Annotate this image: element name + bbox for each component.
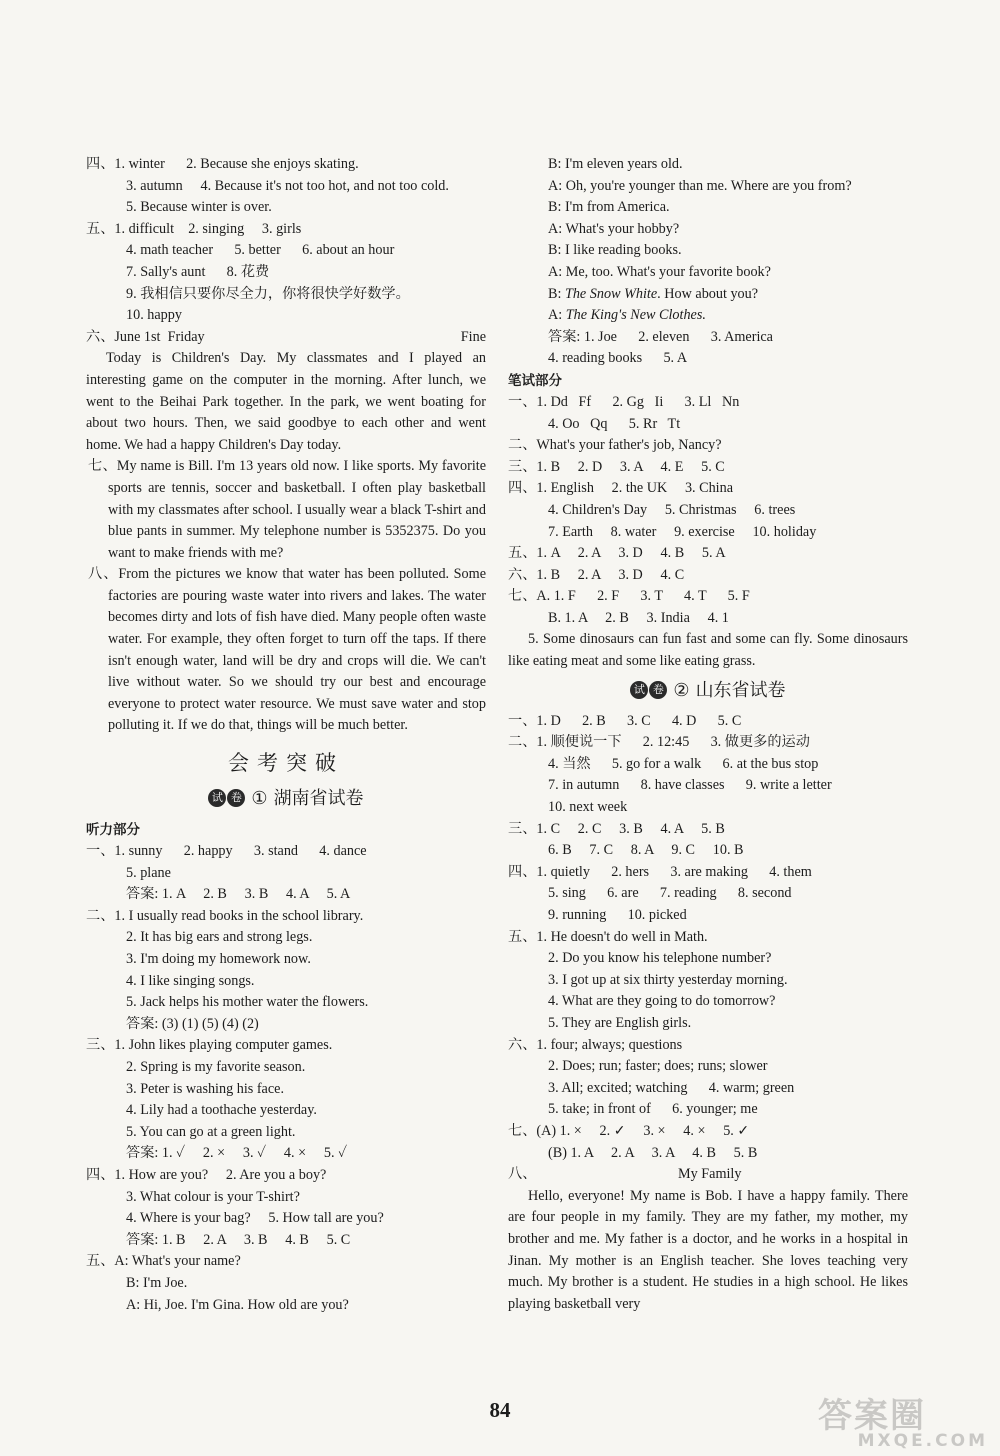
answer-line bbox=[86, 1165, 486, 1187]
line-text: 3. What colour is your T-shirt? bbox=[126, 1188, 300, 1205]
answer-line bbox=[508, 754, 908, 776]
line-text: 八、 bbox=[508, 1166, 537, 1183]
line-text: 3. I got up at six thirty yesterday morning. bbox=[548, 971, 788, 988]
watermark-url: MXQE.COM bbox=[857, 1431, 988, 1451]
answer-line bbox=[86, 992, 486, 1014]
line-text: 2. Does; run; faster; does; runs; slower bbox=[548, 1058, 768, 1075]
answer-line bbox=[508, 176, 908, 198]
answer-line bbox=[86, 197, 486, 219]
answer-line bbox=[508, 284, 908, 306]
answer-line bbox=[508, 500, 908, 522]
line-text: B: I'm from America. bbox=[548, 199, 670, 216]
line-text: 五、1. difficult 2. singing 3. girls bbox=[86, 220, 302, 237]
line-text: 七、(A) 1. × 2. ✓ 3. × 4. × 5. ✓ bbox=[508, 1122, 750, 1139]
line-text: 9. running 10. picked bbox=[548, 907, 687, 923]
answer-line bbox=[508, 478, 908, 500]
answer-line bbox=[86, 1230, 486, 1252]
line-text: 7. Sally's aunt 8. 花费 bbox=[126, 263, 270, 280]
line-text: A: Hi, Joe. I'm Gina. How old are you? bbox=[126, 1296, 349, 1313]
line-text: 4. reading books 5. A bbox=[548, 350, 688, 367]
answer-line bbox=[508, 948, 908, 970]
line-text: 2. Spring is my favorite season. bbox=[126, 1058, 306, 1075]
answer-line bbox=[86, 906, 486, 928]
line-text: 5. sing 6. are 7. reading 8. second bbox=[548, 885, 792, 902]
line-text: 答案: (3) (1) (5) (4) (2) bbox=[126, 1015, 259, 1032]
answer-line bbox=[86, 219, 486, 241]
section-label bbox=[86, 819, 486, 841]
line-text: 八、From the pictures we know that water has been polluted. Some factories are pouring waste water into rivers and lakes. The water becomes dirty and lots of fish have died. Many people often waste water. For example, they often forget to turn off the taps. If there isn't enough water, land will be dry and crops will die. We can't live without water. So we should try our best and encourage everyone to protect water resource. We must save water and stop polluting it. If we do that, things will be much better. bbox=[88, 566, 486, 734]
line-text: 10. next week bbox=[548, 799, 628, 816]
answer-line bbox=[86, 327, 486, 349]
right-column bbox=[508, 154, 908, 1315]
line-text: A: Oh, you're younger than me. Where are you from? bbox=[548, 177, 852, 194]
line-text: 2. It has big ears and strong legs. bbox=[126, 929, 313, 946]
answer-line bbox=[508, 1035, 908, 1057]
exam-title: 湖南省试卷 bbox=[273, 788, 364, 809]
line-text: 5. Some dinosaurs can fun fast and some can fly. Some dinosaurs like eating meat and some like eating grass. bbox=[508, 631, 908, 670]
section-heading bbox=[508, 673, 908, 707]
line-text: 六、1. four; always; questions bbox=[508, 1036, 683, 1053]
answer-line bbox=[508, 732, 908, 754]
answer-line bbox=[508, 262, 908, 284]
line-text: 4. Lily had a toothache yesterday. bbox=[126, 1102, 317, 1119]
line-text: 5. Because winter is over. bbox=[126, 199, 272, 216]
answer-line bbox=[508, 905, 908, 927]
badge-char: 试 bbox=[208, 789, 226, 807]
answer-line bbox=[508, 240, 908, 262]
answer-line bbox=[86, 1014, 486, 1036]
page-number: 84 bbox=[489, 1398, 511, 1422]
line-text: 二、1. 顺便说一下 2. 12:45 3. 做更多的运动 bbox=[508, 734, 810, 751]
answer-line bbox=[508, 775, 908, 797]
answer-line bbox=[86, 1273, 486, 1295]
answer-line bbox=[508, 862, 908, 884]
line-text: 4. I like singing songs. bbox=[126, 972, 255, 989]
left-column bbox=[86, 154, 486, 1316]
line-text: 答案: 1. B 2. A 3. B 4. B 5. C bbox=[126, 1231, 351, 1248]
answer-line bbox=[86, 971, 486, 993]
section-heading bbox=[86, 781, 486, 815]
line-text: B. 1. A 2. B 3. India 4. 1 bbox=[548, 609, 729, 626]
line-text: 4. 当然 5. go for a walk 6. at the bus stop bbox=[548, 755, 819, 772]
answer-line bbox=[508, 219, 908, 241]
answer-line bbox=[86, 1208, 486, 1230]
answer-line bbox=[86, 927, 486, 949]
line-text: 3. Peter is washing his face. bbox=[126, 1080, 284, 1097]
answer-paragraph bbox=[86, 348, 486, 456]
answer-line bbox=[508, 327, 908, 349]
answer-line bbox=[86, 154, 486, 176]
answer-line bbox=[86, 1057, 486, 1079]
answer-line bbox=[86, 841, 486, 863]
answer-line bbox=[86, 176, 486, 198]
line-text: 七、My name is Bill. I'm 13 years old now. I like sports. My favorite sports are tennis, soccer and basketball. I often play basketball with my classmates after school. I usually wear a black T-shirt and blue pants in summer. My telephone number is 5352375. Do you want to make friends with me? bbox=[88, 458, 486, 561]
line-text: 5. You can go at a green light. bbox=[126, 1123, 296, 1140]
line-text: 四、1. winter 2. Because she enjoys skating. bbox=[86, 156, 359, 172]
line-text: 4. math teacher 5. better 6. about an hour bbox=[126, 242, 395, 259]
badge-char: 卷 bbox=[227, 789, 245, 807]
line-text: 五、1. He doesn't do well in Math. bbox=[508, 928, 708, 945]
answer-line bbox=[86, 1295, 486, 1317]
line-text: 六、June 1st Friday bbox=[86, 328, 205, 345]
line-text: 五、A: What's your name? bbox=[86, 1253, 241, 1270]
answer-line bbox=[86, 863, 486, 885]
text-run: B: bbox=[548, 285, 565, 302]
answer-line bbox=[508, 883, 908, 905]
answer-line bbox=[86, 305, 486, 327]
line-text: 二、1. I usually read books in the school library. bbox=[86, 907, 364, 924]
answer-line bbox=[86, 1122, 486, 1144]
answer-line bbox=[86, 1100, 486, 1122]
answer-line bbox=[508, 586, 908, 608]
exam-title: 山东省试卷 bbox=[695, 679, 786, 700]
answer-line bbox=[508, 1056, 908, 1078]
answer-line bbox=[508, 348, 908, 370]
weather-label: Fine bbox=[460, 328, 486, 345]
answer-line bbox=[508, 565, 908, 587]
line-text: A: Me, too. What's your favorite book? bbox=[548, 263, 771, 280]
line-text: 三、1. C 2. C 3. B 4. A 5. B bbox=[508, 820, 725, 837]
answer-line bbox=[86, 1035, 486, 1057]
line-text: 7. in autumn 8. have classes 9. write a letter bbox=[548, 777, 832, 794]
answer-line bbox=[86, 240, 486, 262]
line-text: 二、What's your father's job, Nancy? bbox=[508, 437, 722, 454]
line-text: 一、1. D 2. B 3. C 4. D 5. C bbox=[508, 712, 742, 729]
line-text: 笔试部分 bbox=[508, 372, 562, 389]
answer-line bbox=[508, 608, 908, 630]
line-text: 7. Earth 8. water 9. exercise 10. holiday bbox=[548, 523, 817, 540]
answer-line bbox=[508, 414, 908, 436]
exam-number: ① bbox=[251, 788, 268, 809]
line-text: Today is Children's Day. My classmates and I played an interesting game on the computer in the morning. After lunch, we went to the Beihai Park together. In the park, we went boating for about two hours. Then, we said goodbye to each other and went home. We had a happy Children's Day today. bbox=[86, 350, 486, 453]
line-text: 五、1. A 2. A 3. D 4. B 5. A bbox=[508, 545, 726, 562]
line-text: 5. Jack helps his mother water the flowers. bbox=[126, 994, 369, 1011]
line-text: 10. happy bbox=[126, 307, 182, 324]
line-text: 答案: 1. A 2. B 3. B 4. A 5. A bbox=[126, 886, 351, 903]
answer-line bbox=[508, 197, 908, 219]
line-text: B: I'm eleven years old. bbox=[548, 156, 683, 172]
badge-char: 试 bbox=[630, 681, 648, 699]
line-text: 4. Oo Qq 5. Rr Tt bbox=[548, 415, 681, 432]
answer-line bbox=[86, 1251, 486, 1273]
answer-line bbox=[508, 154, 908, 176]
essay-title: My Family bbox=[678, 1166, 742, 1183]
book-title: The King's New Clothes. bbox=[565, 307, 706, 324]
answer-line bbox=[508, 1013, 908, 1035]
answer-paragraph bbox=[86, 456, 486, 564]
answer-paragraph bbox=[508, 629, 908, 672]
line-text: 4. Where is your bag? 5. How tall are you? bbox=[126, 1210, 384, 1227]
answer-line bbox=[508, 305, 908, 327]
line-text: 一、1. sunny 2. happy 3. stand 4. dance bbox=[86, 843, 367, 860]
line-text: 2. Do you know his telephone number? bbox=[548, 950, 772, 967]
exam-number: ② bbox=[673, 679, 690, 700]
watermark-text: 答案圈 bbox=[818, 1396, 926, 1436]
line-text: 6. B 7. C 8. A 9. C 10. B bbox=[548, 842, 744, 859]
line-text: 四、1. quietly 2. hers 3. are making 4. them bbox=[508, 863, 812, 880]
answer-line bbox=[86, 262, 486, 284]
answer-line bbox=[508, 970, 908, 992]
line-text: 四、1. English 2. the UK 3. China bbox=[508, 480, 734, 497]
answer-paragraph bbox=[86, 564, 486, 737]
answer-line bbox=[508, 1143, 908, 1165]
answer-line bbox=[508, 927, 908, 949]
line-text: 3. I'm doing my homework now. bbox=[126, 951, 311, 967]
line-text: 5. take; in front of 6. younger; me bbox=[548, 1101, 758, 1118]
exam-badge-icon bbox=[630, 681, 667, 699]
line-text: 4. Children's Day 5. Christmas 6. trees bbox=[548, 501, 796, 518]
line-text: 三、1. John likes playing computer games. bbox=[86, 1037, 333, 1054]
line-text: 4. What are they going to do tomorrow? bbox=[548, 993, 776, 1010]
line-text: 答案: 1. ✓ 2. × 3. ✓ 4. × 5. ✓ bbox=[126, 1145, 348, 1162]
answer-line bbox=[508, 840, 908, 862]
answer-line bbox=[508, 543, 908, 565]
answer-line bbox=[508, 1164, 908, 1186]
line-text: 六、1. B 2. A 3. D 4. C bbox=[508, 566, 685, 583]
line-text: (B) 1. A 2. A 3. A 4. B 5. B bbox=[548, 1144, 758, 1161]
text-run: A: bbox=[548, 307, 566, 324]
line-text: 5. They are English girls. bbox=[548, 1014, 692, 1031]
answer-line bbox=[508, 991, 908, 1013]
answer-line bbox=[86, 949, 486, 971]
line-text: 会考突破 bbox=[228, 751, 344, 776]
watermark-logo bbox=[818, 1388, 988, 1451]
answer-line bbox=[86, 1187, 486, 1209]
line-text: Hello, everyone! My name is Bob. I have a happy family. There are four people in my family. They are my father, my mother, my brother and me. My father is a doctor, and he works in a hospital in Jinan. My mother is an English teacher. She loves teaching very much. My brother is a student. He studies in a high school. He likes playing basketball very bbox=[508, 1187, 908, 1312]
book-title: The Snow White bbox=[564, 285, 658, 302]
answer-line bbox=[508, 435, 908, 457]
line-text: 七、A. 1. F 2. F 3. T 4. T 5. F bbox=[508, 588, 750, 605]
answer-line bbox=[508, 1078, 908, 1100]
answer-line bbox=[508, 711, 908, 733]
exam-badge-icon bbox=[208, 789, 245, 807]
answer-line bbox=[86, 884, 486, 906]
line-text: 3. autumn 4. Because it's not too hot, and not too cold. bbox=[126, 177, 449, 194]
line-text: A: What's your hobby? bbox=[548, 220, 680, 237]
section-label bbox=[508, 370, 908, 392]
page-heading bbox=[86, 745, 486, 781]
answer-paragraph bbox=[508, 1186, 908, 1316]
answer-line bbox=[86, 1143, 486, 1165]
answer-line bbox=[508, 819, 908, 841]
line-text: B: I'm Joe. bbox=[126, 1274, 188, 1291]
line-text: 5. plane bbox=[126, 864, 171, 881]
line-text: 3. All; excited; watching 4. warm; green bbox=[548, 1079, 795, 1096]
line-text: 一、1. Dd Ff 2. Gg Ii 3. Ll Nn bbox=[508, 393, 740, 410]
answer-line bbox=[86, 284, 486, 306]
answer-line bbox=[508, 522, 908, 544]
answer-line bbox=[508, 1121, 908, 1143]
badge-char: 卷 bbox=[649, 681, 667, 699]
text-run: . How about you? bbox=[657, 285, 759, 302]
answer-line bbox=[508, 392, 908, 414]
answer-line bbox=[508, 1099, 908, 1121]
answer-line bbox=[508, 797, 908, 819]
answer-line bbox=[86, 1079, 486, 1101]
line-text: 答案: 1. Joe 2. eleven 3. America bbox=[548, 328, 773, 345]
line-text: 9. 我相信只要你尽全力，你将很快学好数学。 bbox=[126, 285, 410, 302]
line-text: 四、1. How are you? 2. Are you a boy? bbox=[86, 1166, 327, 1183]
answer-line bbox=[508, 457, 908, 479]
line-text: B: I like reading books. bbox=[548, 242, 682, 259]
line-text: 三、1. B 2. D 3. A 4. E 5. C bbox=[508, 458, 725, 475]
line-text: 听力部分 bbox=[86, 822, 140, 839]
